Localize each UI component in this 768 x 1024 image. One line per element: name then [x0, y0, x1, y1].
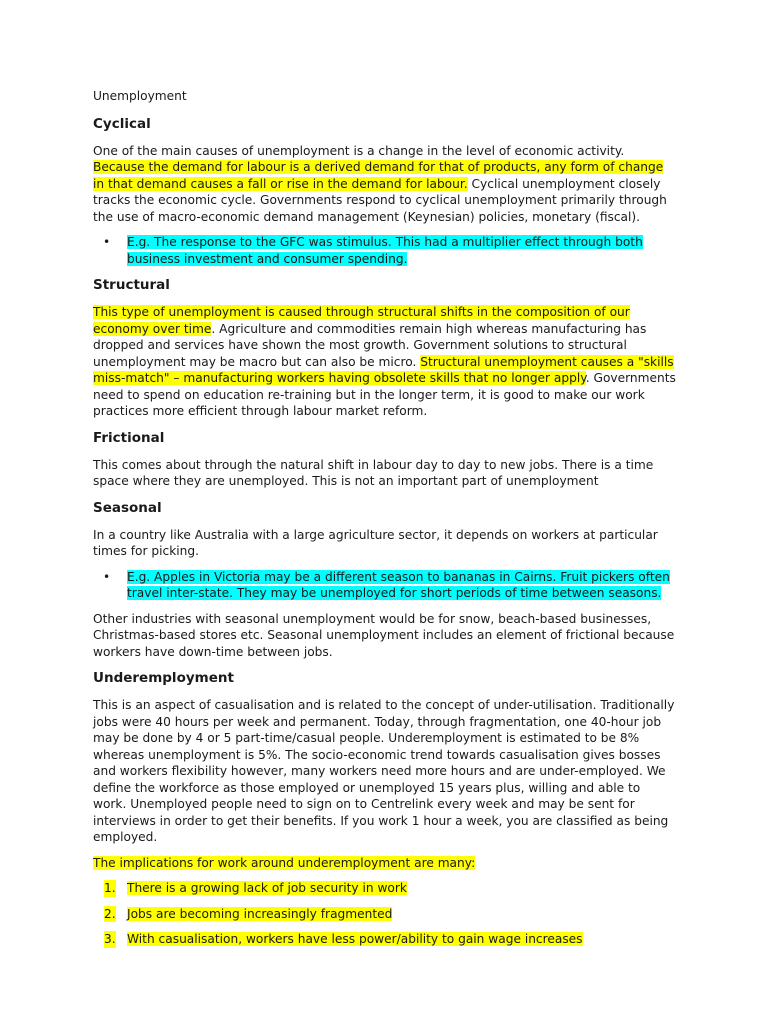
cyclical-paragraph	[93, 143, 676, 226]
text-run: . Agriculture and commodities remain high whereas manufacturing has dropped and services have shown the most growth. Government solutions to structural unemployment may be macro but can also be micro.	[93, 321, 647, 369]
list-number: 1.	[104, 881, 116, 895]
cyclical-bullet-list	[93, 234, 676, 267]
text-run: . Governments need to spend on education re-training but in the longer term, it is good to make our work practices more efficient through labour market reform.	[93, 371, 676, 418]
heading-frictional: Frictional	[93, 429, 165, 446]
list-item	[93, 906, 676, 923]
highlighted-text: Structural unemployment causes a "skills miss-match" – manufacturing workers having obsolete skills that no longer apply	[93, 354, 674, 385]
highlighted-text: E.g. Apples in Victoria may be a different season to bananas in Cairns. Fruit pickers often travel inter-state. They may be unemployed for short periods of time between seasons.	[127, 569, 670, 600]
highlighted-text: Because the demand for labour is a derived demand for that of products, any form of change in that demand causes a fall or rise in the demand for labour.	[93, 160, 664, 191]
text-run: Cyclical unemployment closely tracks the economic cycle. Governments respond to cyclical unemployment primarily through the use of macro-economic demand management (Keynesian) policies, monetary (fiscal).	[93, 176, 667, 224]
heading-seasonal: Seasonal	[93, 499, 162, 516]
list-item	[93, 569, 676, 602]
implications-list	[93, 880, 676, 948]
list-number: 3.	[104, 932, 116, 946]
list-item	[93, 880, 676, 897]
bullet-marker: •	[103, 569, 111, 584]
seasonal-paragraph-2: Other industries with seasonal unemployment would be for snow, beach-based businesses, Christmas-based stores etc. Seasonal unemployment includes an element of frictional because workers have down-time between jobs.	[93, 611, 675, 659]
list-item	[93, 234, 676, 267]
seasonal-paragraph: In a country like Australia with a large agriculture sector, it depends on workers at particular times for picking.	[93, 527, 658, 558]
heading-structural: Structural	[93, 277, 170, 293]
document-title: Unemployment	[93, 89, 187, 103]
list-item	[93, 931, 676, 948]
frictional-paragraph: This comes about through the natural shift in labour day to day to new jobs. There is a time space where they are unemployed. This is not an important part of unemployment	[93, 457, 654, 488]
highlighted-text: Jobs are becoming increasingly fragmented	[127, 906, 393, 921]
heading-underemployment: Underemployment	[93, 670, 234, 686]
highlighted-text: With casualisation, workers have less power/ability to gain wage increases	[127, 932, 583, 946]
heading-cyclical: Cyclical	[93, 115, 151, 132]
list-number: 2.	[104, 906, 116, 921]
bullet-marker: •	[103, 235, 111, 249]
underemployment-paragraph: This is an aspect of casualisation and is related to the concept of under-utilisation. Traditionally jobs were 40 hours per week and permanent. Today, through fragmentation, one 40-hour job may be done by 4 or 5 part-time/casual people. Underemployment is estimated to be 8% whereas unemployment is 5%. The socio-economic trend towards casualisation gives bosses and workers flexibility however, many workers need more hours and are under-employed. We define the workforce as those employed or unemployed 15 years plus, willing and able to work. Unemployed people need to sign on to Centrelink every week and may be sent for interviews in order to get their benefits. If you work 1 hour a week, you are classified as being employed.	[93, 698, 675, 844]
text-run: One of the main causes of unemployment is a change in the level of economic activity.	[93, 143, 625, 158]
seasonal-bullet-list	[93, 569, 676, 602]
highlighted-text: The implications for work around underemployment are many:	[93, 855, 476, 870]
structural-paragraph	[93, 304, 676, 420]
highlighted-text: E.g. The response to the GFC was stimulus. This had a multiplier effect through both business investment and consumer spending.	[127, 235, 643, 266]
highlighted-text: This type of unemployment is caused through structural shifts in the composition of our economy over time	[93, 305, 630, 336]
implications-intro	[93, 855, 676, 872]
highlighted-text: There is a growing lack of job security in work	[127, 881, 407, 895]
